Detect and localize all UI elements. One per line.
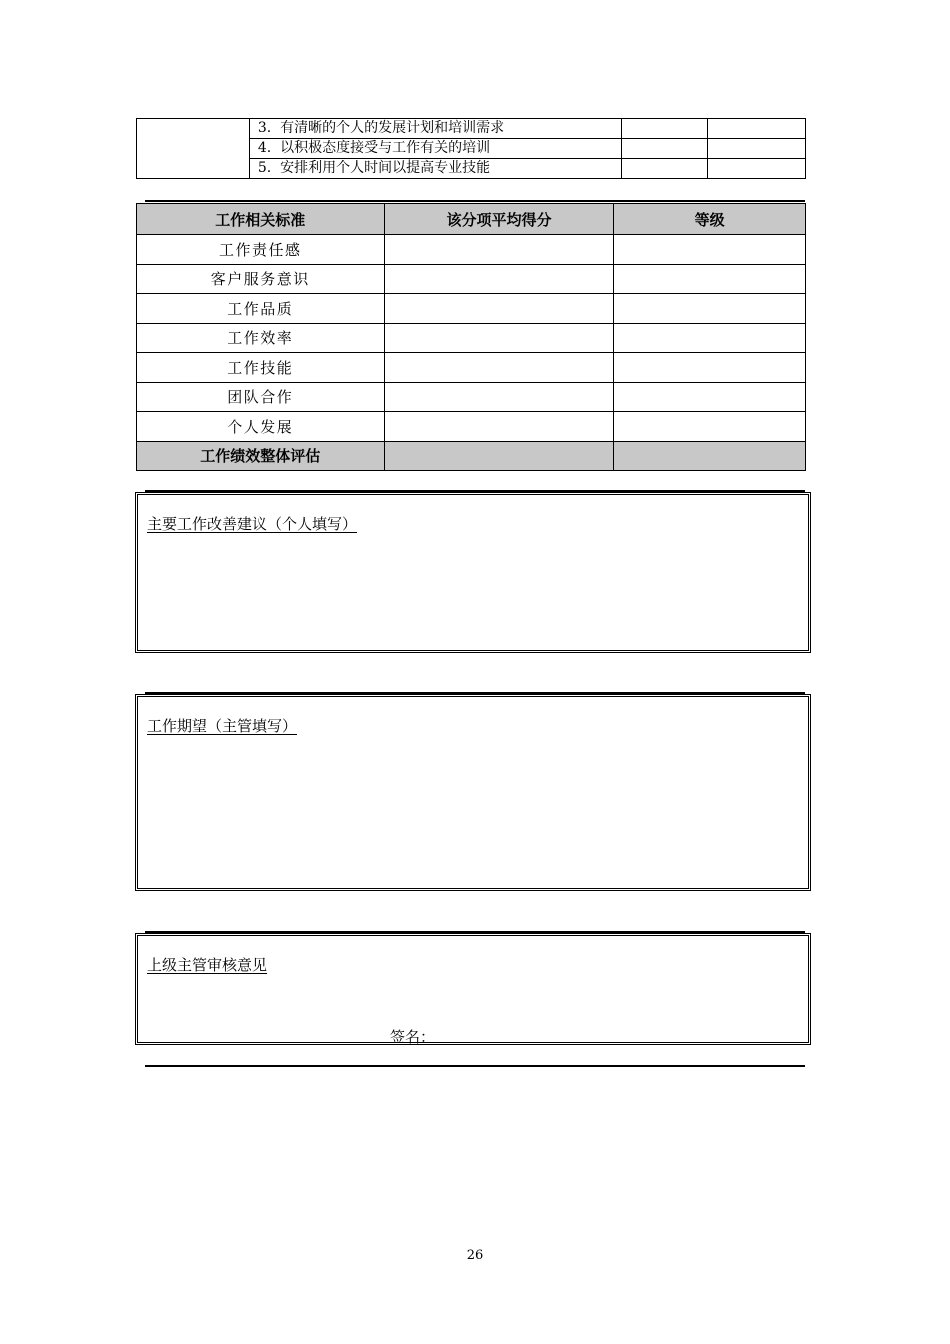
score-cell: [384, 323, 614, 353]
divider: [145, 200, 805, 202]
score-cell: [622, 139, 708, 159]
table-row: [137, 264, 806, 294]
grade-cell: [614, 382, 806, 412]
grade-cell: [614, 235, 806, 265]
development-item-5: 5. 安排利用个人时间以提高专业技能: [249, 159, 621, 179]
review-box[interactable]: [135, 933, 811, 1045]
grade-cell: [614, 353, 806, 383]
score-cell: [384, 353, 614, 383]
total-row: [137, 441, 806, 471]
development-item-4: 4. 以积极态度接受与工作有关的培训: [249, 139, 621, 159]
score-cell: [384, 412, 614, 442]
table-row: [137, 353, 806, 383]
signature-label: 签名：: [390, 1028, 436, 1046]
table-row: [137, 412, 806, 442]
improvement-title: 主要工作改善建议（个人填写）: [147, 515, 358, 533]
criteria-label: 工作品质: [137, 294, 385, 324]
expectation-title: 工作期望（主管填写）: [147, 717, 298, 735]
criteria-table: [136, 203, 806, 471]
criteria-label: 个人发展: [137, 412, 385, 442]
score-cell: [384, 264, 614, 294]
score-cell: [384, 382, 614, 412]
grade-cell: [614, 412, 806, 442]
header-average-score: 该分项平均得分: [384, 204, 614, 235]
criteria-label: 工作技能: [137, 353, 385, 383]
header-criteria: 工作相关标准: [137, 204, 385, 235]
table-row: [137, 235, 806, 265]
score-cell: [384, 294, 614, 324]
development-items-table: [136, 118, 806, 179]
grade-cell: [614, 294, 806, 324]
table-row: [137, 119, 806, 139]
criteria-label: 工作责任感: [137, 235, 385, 265]
page-number: 26: [466, 1248, 484, 1263]
table-row: [137, 294, 806, 324]
divider: [145, 1065, 805, 1067]
criteria-label: 团队合作: [137, 382, 385, 412]
table-row: [137, 382, 806, 412]
table-header-row: [137, 204, 806, 235]
total-label: 工作绩效整体评估: [137, 441, 385, 471]
score-cell: [622, 159, 708, 179]
criteria-label: 工作效率: [137, 323, 385, 353]
grade-cell: [614, 264, 806, 294]
review-title: 上级主管审核意见: [147, 956, 268, 974]
score-cell: [384, 235, 614, 265]
grade-cell: [708, 119, 806, 139]
development-item-3: 3. 有清晰的个人的发展计划和培训需求: [249, 119, 621, 139]
grade-cell: [708, 159, 806, 179]
improvement-box[interactable]: [135, 492, 811, 653]
grade-cell: [614, 323, 806, 353]
table-row: [137, 323, 806, 353]
grade-cell: [708, 139, 806, 159]
grade-cell: [614, 441, 806, 471]
header-grade: 等级: [614, 204, 806, 235]
score-cell: [384, 441, 614, 471]
expectation-box[interactable]: [135, 694, 811, 891]
criteria-label: 客户服务意识: [137, 264, 385, 294]
score-cell: [622, 119, 708, 139]
category-cell: [137, 119, 250, 179]
